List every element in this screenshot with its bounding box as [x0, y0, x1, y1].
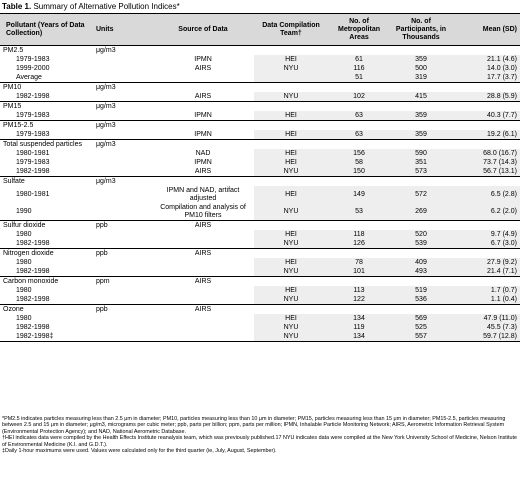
- areas-cell: 101: [328, 267, 390, 277]
- mean-cell: 21.1 (4.6): [452, 55, 520, 64]
- participants-cell: 351: [390, 158, 452, 167]
- team-cell: [254, 83, 328, 93]
- source-cell: AIRS: [152, 305, 254, 315]
- participants-cell: 539: [390, 239, 452, 249]
- table-title: [2, 2, 180, 11]
- mean-cell: 17.7 (3.7): [452, 73, 520, 83]
- pollution-indices-table: [0, 13, 520, 342]
- units-cell: [92, 149, 152, 158]
- participants-cell: 590: [390, 149, 452, 158]
- participants-cell: [390, 121, 452, 131]
- mean-cell: [452, 121, 520, 131]
- table-header-row: [0, 14, 520, 46]
- pollutant-cell: 1982-1998‡: [0, 332, 92, 342]
- participants-cell: 409: [390, 258, 452, 267]
- source-cell: NAD: [152, 149, 254, 158]
- areas-cell: [328, 121, 390, 131]
- source-cell: [152, 286, 254, 295]
- areas-cell: 102: [328, 92, 390, 102]
- team-cell: NYU: [254, 295, 328, 305]
- units-cell: [92, 92, 152, 102]
- units-cell: [92, 295, 152, 305]
- source-cell: [152, 73, 254, 83]
- areas-cell: 78: [328, 258, 390, 267]
- participants-cell: [390, 305, 452, 315]
- team-cell: HEI: [254, 314, 328, 323]
- areas-cell: [328, 221, 390, 231]
- team-cell: [254, 221, 328, 231]
- team-cell: HEI: [254, 158, 328, 167]
- areas-cell: 149: [328, 186, 390, 203]
- pollutant-cell: 1982-1998: [0, 92, 92, 102]
- team-cell: [254, 102, 328, 112]
- units-cell: μg/m3: [92, 140, 152, 150]
- areas-cell: [328, 177, 390, 187]
- areas-cell: [328, 46, 390, 56]
- areas-cell: 51: [328, 73, 390, 83]
- units-cell: μg/m3: [92, 121, 152, 131]
- pollutant-cell: Average: [0, 73, 92, 83]
- areas-cell: [328, 249, 390, 259]
- source-cell: [152, 102, 254, 112]
- source-cell: [152, 177, 254, 187]
- units-cell: [92, 323, 152, 332]
- units-cell: [92, 258, 152, 267]
- team-cell: HEI: [254, 186, 328, 203]
- source-cell: IPMN: [152, 55, 254, 64]
- team-cell: NYU: [254, 64, 328, 73]
- participants-cell: 500: [390, 64, 452, 73]
- pollutant-cell: PM2.5: [0, 46, 92, 56]
- areas-cell: 53: [328, 203, 390, 221]
- table-group-row: [0, 46, 520, 56]
- source-cell: IPMN: [152, 111, 254, 121]
- table-group-row: [0, 221, 520, 231]
- units-cell: [92, 158, 152, 167]
- table-row: [0, 167, 520, 177]
- team-cell: HEI: [254, 111, 328, 121]
- header-pollutant: Pollutant (Years of Data Collection): [0, 14, 92, 46]
- pollutant-cell: Ozone: [0, 305, 92, 315]
- team-cell: HEI: [254, 55, 328, 64]
- mean-cell: 45.5 (7.3): [452, 323, 520, 332]
- team-cell: HEI: [254, 230, 328, 239]
- mean-cell: 19.2 (6.1): [452, 130, 520, 140]
- table-row: [0, 73, 520, 83]
- source-cell: [152, 230, 254, 239]
- table-group-row: [0, 277, 520, 287]
- team-cell: NYU: [254, 167, 328, 177]
- table-row: [0, 332, 520, 342]
- pollutant-cell: 1980-1981: [0, 186, 92, 203]
- areas-cell: 134: [328, 314, 390, 323]
- mean-cell: 28.8 (5.9): [452, 92, 520, 102]
- team-cell: [254, 73, 328, 83]
- areas-cell: 58: [328, 158, 390, 167]
- mean-cell: [452, 221, 520, 231]
- mean-cell: 56.7 (13.1): [452, 167, 520, 177]
- footnote-ozone: ‡Daily 1-hour maximums were used. Values were calculated only for the third quarter (ie, July, August, September).: [2, 448, 277, 455]
- pollutant-cell: Nitrogen dioxide: [0, 249, 92, 259]
- units-cell: μg/m3: [92, 177, 152, 187]
- mean-cell: [452, 249, 520, 259]
- header-team: Data Compilation Team†: [254, 14, 328, 46]
- pollutant-cell: 1980: [0, 258, 92, 267]
- mean-cell: 6.2 (2.0): [452, 203, 520, 221]
- pollutant-cell: PM10: [0, 83, 92, 93]
- mean-cell: [452, 277, 520, 287]
- areas-cell: 150: [328, 167, 390, 177]
- participants-cell: 536: [390, 295, 452, 305]
- team-cell: [254, 305, 328, 315]
- source-cell: AIRS: [152, 277, 254, 287]
- units-cell: [92, 167, 152, 177]
- mean-cell: [452, 83, 520, 93]
- header-source: Source of Data: [152, 14, 254, 46]
- participants-cell: 319: [390, 73, 452, 83]
- table-group-row: [0, 305, 520, 315]
- team-cell: HEI: [254, 130, 328, 140]
- table-row: [0, 203, 520, 221]
- units-cell: [92, 55, 152, 64]
- table-row: [0, 158, 520, 167]
- table-row: [0, 230, 520, 239]
- areas-cell: 122: [328, 295, 390, 305]
- participants-cell: 415: [390, 92, 452, 102]
- table-row: [0, 258, 520, 267]
- areas-cell: [328, 305, 390, 315]
- units-cell: [92, 203, 152, 221]
- source-cell: IPMN: [194, 158, 212, 166]
- source-cell: [152, 258, 254, 267]
- table-title-text: Summary of Alternative Pollution Indices*: [33, 2, 180, 11]
- pollutant-cell: 1982-1998: [0, 167, 92, 177]
- areas-cell: 119: [328, 323, 390, 332]
- pollutant-cell: 1980: [0, 314, 92, 323]
- participants-cell: [390, 249, 452, 259]
- mean-cell: 59.7 (12.8): [452, 332, 520, 342]
- participants-cell: [390, 83, 452, 93]
- areas-cell: [328, 83, 390, 93]
- header-participants: No. of Participants, in Thousands: [390, 14, 452, 46]
- pollutant-cell: 1980: [16, 230, 32, 238]
- participants-cell: 493: [390, 267, 452, 277]
- table-row: [0, 186, 520, 203]
- units-cell: [92, 186, 152, 203]
- participants-cell: 359: [390, 55, 452, 64]
- table-group-row: [0, 140, 520, 150]
- table-row: [0, 92, 520, 102]
- source-cell: [152, 323, 254, 332]
- pollutant-cell: Total suspended particles: [0, 140, 92, 150]
- units-cell: μg/m3: [92, 83, 152, 93]
- team-cell: NYU: [254, 92, 328, 102]
- source-cell: [152, 46, 254, 56]
- mean-cell: 73.7 (14.3): [452, 158, 520, 167]
- mean-cell: [452, 177, 520, 187]
- table-footnotes: [2, 416, 518, 454]
- pollutant-cell: PM15: [0, 102, 92, 112]
- participants-cell: 573: [390, 167, 452, 177]
- units-cell: μg/m3: [92, 102, 152, 112]
- areas-cell: 118: [328, 230, 390, 239]
- units-cell: ppb: [92, 305, 152, 315]
- table-row: [0, 55, 520, 64]
- mean-cell: 21.4 (7.1): [452, 267, 520, 277]
- source-cell: [152, 83, 254, 93]
- areas-cell: [328, 140, 390, 150]
- source-cell: [152, 295, 254, 305]
- mean-cell: 14.0 (3.0): [452, 64, 520, 73]
- participants-cell: 569: [390, 314, 452, 323]
- source-cell: [152, 314, 254, 323]
- source-cell: AIRS: [152, 92, 254, 102]
- table-body: [0, 46, 520, 342]
- areas-cell: 113: [328, 286, 390, 295]
- mean-cell: [452, 140, 520, 150]
- table-group-row: [0, 249, 520, 259]
- pollutant-cell: 1979-1983: [0, 130, 92, 140]
- units-cell: [92, 267, 152, 277]
- areas-cell: 63: [328, 130, 390, 140]
- pollutant-cell: 1979-1983: [0, 111, 92, 121]
- table-row: [0, 267, 520, 277]
- participants-cell: [390, 140, 452, 150]
- header-mean: Mean (SD): [452, 14, 520, 46]
- team-cell: [254, 249, 328, 259]
- units-cell: [92, 286, 152, 295]
- table-row: [0, 314, 520, 323]
- units-cell: [92, 239, 152, 249]
- team-cell: [254, 121, 328, 131]
- areas-cell: [328, 102, 390, 112]
- source-cell: AIRS: [152, 167, 254, 177]
- team-cell: [254, 46, 328, 56]
- pollutant-cell: 1979-1983: [16, 158, 50, 166]
- mean-cell: [452, 102, 520, 112]
- team-cell: NYU: [254, 267, 328, 277]
- pollutant-cell: 1982-1998: [0, 239, 92, 249]
- pollutant-cell: 1982-1998: [16, 323, 50, 331]
- pollutant-cell: 1982-1998: [0, 295, 92, 305]
- mean-cell: 6.5 (2.8): [452, 186, 520, 203]
- table-group-row: [0, 121, 520, 131]
- team-cell: [254, 177, 328, 187]
- units-cell: [92, 64, 152, 73]
- participants-cell: 269: [390, 203, 452, 221]
- mean-cell: [452, 46, 520, 56]
- participants-cell: 572: [390, 186, 452, 203]
- participants-cell: 519: [390, 286, 452, 295]
- units-cell: ppb: [92, 249, 152, 259]
- mean-cell: 6.7 (3.0): [452, 239, 520, 249]
- units-cell: [92, 230, 152, 239]
- participants-cell: 359: [390, 111, 452, 121]
- pollutant-cell: 1980: [16, 286, 32, 294]
- table-group-row: [0, 102, 520, 112]
- participants-cell: [390, 221, 452, 231]
- team-cell: NYU: [254, 323, 328, 332]
- table-row: [0, 149, 520, 158]
- participants-cell: [390, 277, 452, 287]
- header-units: Units: [92, 14, 152, 46]
- table-group-row: [0, 83, 520, 93]
- mean-cell: 1.1 (0.4): [452, 295, 520, 305]
- mean-cell: 27.9 (9.2): [452, 258, 520, 267]
- team-cell: HEI: [254, 149, 328, 158]
- source-cell: AIRS: [152, 249, 254, 259]
- mean-cell: 40.3 (7.7): [452, 111, 520, 121]
- team-cell: HEI: [254, 258, 328, 267]
- participants-cell: [390, 177, 452, 187]
- units-cell: [92, 73, 152, 83]
- units-cell: ppb: [92, 221, 152, 231]
- areas-cell: [328, 277, 390, 287]
- table-row: [0, 323, 520, 332]
- mean-cell: [452, 305, 520, 315]
- areas-cell: 156: [328, 149, 390, 158]
- source-cell: IPMN: [152, 130, 254, 140]
- pollutant-cell: 1990: [16, 207, 32, 215]
- units-cell: μg/m3: [92, 46, 152, 56]
- pollutant-cell: Sulfur dioxide: [0, 221, 92, 231]
- team-cell: [254, 277, 328, 287]
- mean-cell: 9.7 (4.9): [452, 230, 520, 239]
- participants-cell: 525: [390, 323, 452, 332]
- pollutant-cell: PM15-2.5: [0, 121, 92, 131]
- areas-cell: 63: [328, 111, 390, 121]
- units-cell: ppm: [92, 277, 152, 287]
- units-cell: [92, 111, 152, 121]
- mean-cell: 47.9 (11.0): [452, 314, 520, 323]
- participants-cell: 557: [390, 332, 452, 342]
- mean-cell: 68.0 (16.7): [452, 149, 520, 158]
- source-cell: [152, 121, 254, 131]
- participants-cell: 520: [390, 230, 452, 239]
- areas-cell: 61: [328, 55, 390, 64]
- header-areas: No. of Metropolitan Areas: [328, 14, 390, 46]
- team-cell: HEI: [254, 286, 328, 295]
- pollutant-cell: 1980-1981: [0, 149, 92, 158]
- participants-cell: 359: [390, 130, 452, 140]
- source-cell: [152, 332, 254, 342]
- units-cell: [92, 130, 152, 140]
- pollutant-cell: Sulfate: [0, 177, 92, 187]
- table-group-row: [0, 177, 520, 187]
- table-row: [0, 130, 520, 140]
- table-title-label: Table 1.: [2, 2, 32, 11]
- team-cell: NYU: [254, 203, 328, 221]
- table-row: [0, 286, 520, 295]
- team-cell: NYU: [254, 332, 328, 342]
- areas-cell: 134: [328, 332, 390, 342]
- pollutant-cell: 1979-1983: [0, 55, 92, 64]
- team-cell: [254, 140, 328, 150]
- areas-cell: 116: [328, 64, 390, 73]
- source-cell: AIRS: [152, 221, 254, 231]
- mean-cell: 1.7 (0.7): [452, 286, 520, 295]
- source-cell: [152, 140, 254, 150]
- team-cell: NYU: [254, 239, 328, 249]
- units-cell: [92, 314, 152, 323]
- participants-cell: [390, 102, 452, 112]
- footnote-teams: †HEI indicates data were compiled by the Health Effects Institute reanalysis team, which was previously published.17 NYU indicates data were compiled at the New York University School of Medicine, Nelson Institute of Environmental Medicine (K.I. and G.D.T.).: [2, 435, 517, 448]
- pollutant-cell: 1982-1998: [16, 267, 50, 275]
- areas-cell: 126: [328, 239, 390, 249]
- units-cell: [92, 332, 152, 342]
- pollutant-cell: Carbon monoxide: [0, 277, 92, 287]
- table-row: [0, 64, 520, 73]
- table-row: [0, 111, 520, 121]
- table-row: [0, 239, 520, 249]
- source-cell: [152, 267, 254, 277]
- pollutant-cell: 1999-2000: [16, 64, 50, 72]
- table-row: [0, 295, 520, 305]
- footnote-abbreviations: *PM2.5 indicates particles measuring less than 2.5 μm in diameter; PM10, particles measuring less than 10 μm in diameter; PM15, particles measuring less than 15 μm in diameter; PM15-2.5, particles measuring between 2.5 and 15 μm in diameter; μg/m3, micrograms per cubic meter; ppb, parts per billion; ppm, parts per million; IPMN, Inhalable Particle Monitoring Network; AIRS, Aerometric Information Retrieval System (Environmental Protection Agency); and NAD, National Aerometric Database.: [2, 416, 506, 435]
- source-cell: Compilation and analysis of PM10 filters: [160, 203, 246, 219]
- source-cell: AIRS: [194, 64, 212, 72]
- source-cell: [152, 239, 254, 249]
- source-cell: IPMN and NAD, artifact adjusted: [152, 186, 254, 203]
- participants-cell: [390, 46, 452, 56]
